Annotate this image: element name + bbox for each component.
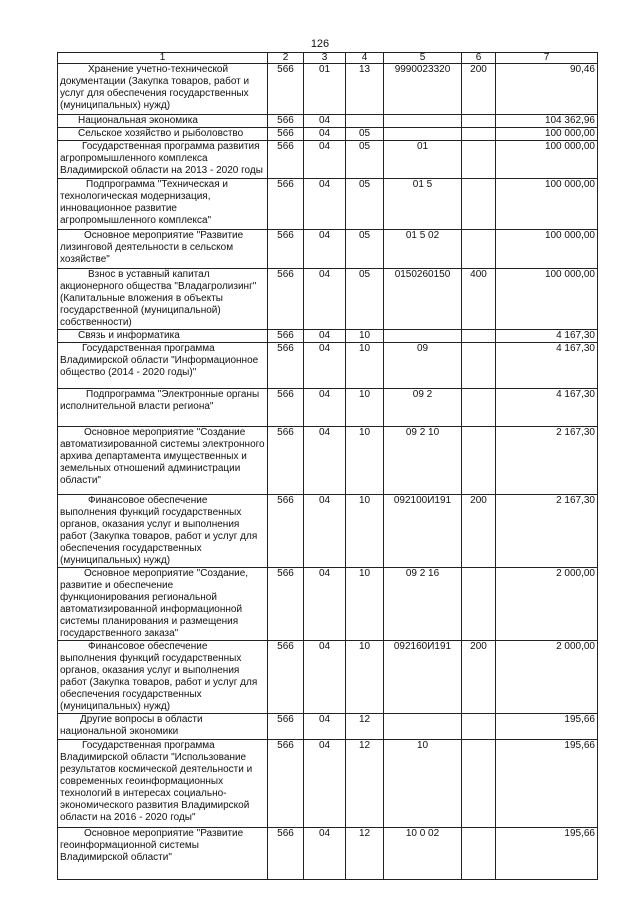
- cell-col4: 10: [346, 330, 384, 343]
- column-header: 5: [384, 53, 462, 64]
- cell-col5: [384, 330, 462, 343]
- cell-col5: 09 2 16: [384, 568, 462, 641]
- column-header: 3: [304, 53, 346, 64]
- cell-col7: 100 000,00: [496, 179, 598, 230]
- cell-col6: [462, 828, 496, 880]
- cell-col3: 04: [304, 269, 346, 330]
- cell-col4: [346, 115, 384, 128]
- cell-col6: [462, 714, 496, 740]
- row-name: Государственная программа Владимирской области "Использование результатов космической деятельности и современных геоинформационных технологий в интересах социально-экономического развития Владимирской области на 2016 - 2020 годы": [58, 740, 268, 828]
- cell-col6: [462, 128, 496, 141]
- cell-col2: 566: [268, 828, 304, 880]
- cell-col6: 400: [462, 269, 496, 330]
- cell-col4: 05: [346, 141, 384, 179]
- cell-col3: 01: [304, 64, 346, 115]
- budget-table: [57, 52, 598, 880]
- cell-col7: 2 000,00: [496, 641, 598, 714]
- cell-col6: [462, 330, 496, 343]
- cell-col7: 4 167,30: [496, 343, 598, 389]
- cell-col7: 100 000,00: [496, 269, 598, 330]
- cell-col3: 04: [304, 141, 346, 179]
- cell-col2: 566: [268, 495, 304, 568]
- row-name: Государственная программа развития агропромышленного комплекса Владимирской области на 2013 - 2020 годы: [58, 141, 268, 179]
- cell-col7: 2 167,30: [496, 495, 598, 568]
- column-header: 2: [268, 53, 304, 64]
- cell-col4: 05: [346, 269, 384, 330]
- cell-col6: 200: [462, 495, 496, 568]
- cell-col5: 09 2: [384, 389, 462, 427]
- table-row: [58, 343, 598, 389]
- table-row: [58, 115, 598, 128]
- cell-col4: 10: [346, 427, 384, 495]
- table-row: [58, 389, 598, 427]
- cell-col2: 566: [268, 714, 304, 740]
- cell-col7: 195,66: [496, 828, 598, 880]
- cell-col6: [462, 115, 496, 128]
- cell-col5: 09: [384, 343, 462, 389]
- cell-col7: 100 000,00: [496, 141, 598, 179]
- cell-col5: [384, 115, 462, 128]
- cell-col2: 566: [268, 740, 304, 828]
- cell-col3: 04: [304, 343, 346, 389]
- cell-col6: [462, 427, 496, 495]
- cell-col4: 10: [346, 495, 384, 568]
- cell-col6: [462, 141, 496, 179]
- table-row: [58, 330, 598, 343]
- table-row: [58, 495, 598, 568]
- cell-col2: 566: [268, 128, 304, 141]
- cell-col6: [462, 389, 496, 427]
- table-row: [58, 141, 598, 179]
- cell-col3: 04: [304, 389, 346, 427]
- cell-col6: [462, 230, 496, 269]
- row-name: Подпрограмма "Электронные органы исполнительной власти региона": [58, 389, 268, 427]
- column-header: 4: [346, 53, 384, 64]
- cell-col7: 4 167,30: [496, 389, 598, 427]
- cell-col2: 566: [268, 330, 304, 343]
- cell-col5: 10: [384, 740, 462, 828]
- table-row: [58, 128, 598, 141]
- cell-col7: 195,66: [496, 714, 598, 740]
- row-name: Хранение учетно-технической документации (Закупка товаров, работ и услуг для обеспечения государственных (муниципальных) нужд): [58, 64, 268, 115]
- cell-col2: 566: [268, 230, 304, 269]
- column-header: 6: [462, 53, 496, 64]
- cell-col4: 05: [346, 128, 384, 141]
- cell-col2: 566: [268, 179, 304, 230]
- cell-col5: [384, 128, 462, 141]
- cell-col6: 200: [462, 641, 496, 714]
- table-row: [58, 230, 598, 269]
- cell-col4: 12: [346, 714, 384, 740]
- cell-col4: 13: [346, 64, 384, 115]
- cell-col4: 05: [346, 179, 384, 230]
- cell-col4: 10: [346, 343, 384, 389]
- header-row: [58, 53, 598, 64]
- row-name: Другие вопросы в области национальной экономики: [58, 714, 268, 740]
- cell-col3: 04: [304, 495, 346, 568]
- cell-col3: 04: [304, 115, 346, 128]
- cell-col2: 566: [268, 141, 304, 179]
- cell-col6: 200: [462, 64, 496, 115]
- cell-col7: 90,46: [496, 64, 598, 115]
- cell-col7: 4 167,30: [496, 330, 598, 343]
- row-name: Основное мероприятие "Развитие геоинформационной системы Владимирской области": [58, 828, 268, 880]
- row-name: Подпрограмма "Техническая и технологическая модернизация, инновационное развитие агропромышленного комплекса": [58, 179, 268, 230]
- cell-col7: 100 000,00: [496, 128, 598, 141]
- cell-col3: 04: [304, 427, 346, 495]
- row-name: Основное мероприятие "Развитие лизинговой деятельности в сельском хозяйстве": [58, 230, 268, 269]
- cell-col5: 092160И191: [384, 641, 462, 714]
- cell-col7: 2 167,30: [496, 427, 598, 495]
- cell-col7: 100 000,00: [496, 230, 598, 269]
- cell-col7: 195,66: [496, 740, 598, 828]
- cell-col5: 092100И191: [384, 495, 462, 568]
- cell-col3: 04: [304, 330, 346, 343]
- cell-col6: [462, 568, 496, 641]
- table-row: [58, 568, 598, 641]
- cell-col2: 566: [268, 568, 304, 641]
- row-name: Взнос в уставный капитал акционерного общества "Владагролизинг" (Капитальные вложения в объекты государственной (муниципальной) собственности): [58, 269, 268, 330]
- cell-col5: 09 2 10: [384, 427, 462, 495]
- cell-col7: 104 362,96: [496, 115, 598, 128]
- cell-col3: 04: [304, 179, 346, 230]
- table-row: [58, 64, 598, 115]
- cell-col5: 01 5 02: [384, 230, 462, 269]
- page-number: 126: [310, 38, 330, 50]
- cell-col7: 2 000,00: [496, 568, 598, 641]
- table-row: [58, 269, 598, 330]
- cell-col3: 04: [304, 828, 346, 880]
- cell-col5: 9990023320: [384, 64, 462, 115]
- cell-col4: 12: [346, 828, 384, 880]
- cell-col2: 566: [268, 269, 304, 330]
- cell-col3: 04: [304, 740, 346, 828]
- table-row: [58, 714, 598, 740]
- cell-col2: 566: [268, 64, 304, 115]
- row-name: Финансовое обеспечение выполнения функций государственных органов, оказания услуг и выполнения работ (Закупка товаров, работ и услуг для обеспечения государственных (муниципальных) нужд): [58, 495, 268, 568]
- cell-col5: 0150260150: [384, 269, 462, 330]
- row-name: Финансовое обеспечение выполнения функций государственных органов, оказания услуг и выполнения работ (Закупка товаров, работ и услуг для обеспечения государственных (муниципальных) нужд): [58, 641, 268, 714]
- cell-col4: 12: [346, 740, 384, 828]
- cell-col2: 566: [268, 427, 304, 495]
- cell-col3: 04: [304, 641, 346, 714]
- cell-col6: [462, 343, 496, 389]
- cell-col5: 01 5: [384, 179, 462, 230]
- cell-col2: 566: [268, 641, 304, 714]
- row-name: Основное мероприятие "Создание, развитие и обеспечение функционирования региональной автоматизированной информационной системы планирования и размещения государственного заказа": [58, 568, 268, 641]
- row-name: Связь и информатика: [58, 330, 268, 343]
- cell-col4: 10: [346, 641, 384, 714]
- cell-col5: [384, 714, 462, 740]
- cell-col4: 10: [346, 568, 384, 641]
- cell-col2: 566: [268, 115, 304, 128]
- table-row: [58, 740, 598, 828]
- row-name: Национальная экономика: [58, 115, 268, 128]
- cell-col4: 10: [346, 389, 384, 427]
- row-name: Государственная программа Владимирской области "Информационное общество (2014 - 2020 годы)": [58, 343, 268, 389]
- table-row: [58, 427, 598, 495]
- column-header: 1: [58, 53, 268, 64]
- table-row: [58, 179, 598, 230]
- cell-col3: 04: [304, 714, 346, 740]
- cell-col6: [462, 179, 496, 230]
- row-name: Сельское хозяйство и рыболовство: [58, 128, 268, 141]
- cell-col3: 04: [304, 128, 346, 141]
- cell-col3: 04: [304, 230, 346, 269]
- row-name: Основное мероприятие "Создание автоматизированной системы электронного архива департамента имущественных и земельных отношений администрации области": [58, 427, 268, 495]
- cell-col2: 566: [268, 389, 304, 427]
- cell-col2: 566: [268, 343, 304, 389]
- table-row: [58, 828, 598, 880]
- cell-col5: 01: [384, 141, 462, 179]
- table-row: [58, 641, 598, 714]
- cell-col6: [462, 740, 496, 828]
- cell-col5: 10 0 02: [384, 828, 462, 880]
- cell-col4: 05: [346, 230, 384, 269]
- cell-col3: 04: [304, 568, 346, 641]
- column-header: 7: [496, 53, 598, 64]
